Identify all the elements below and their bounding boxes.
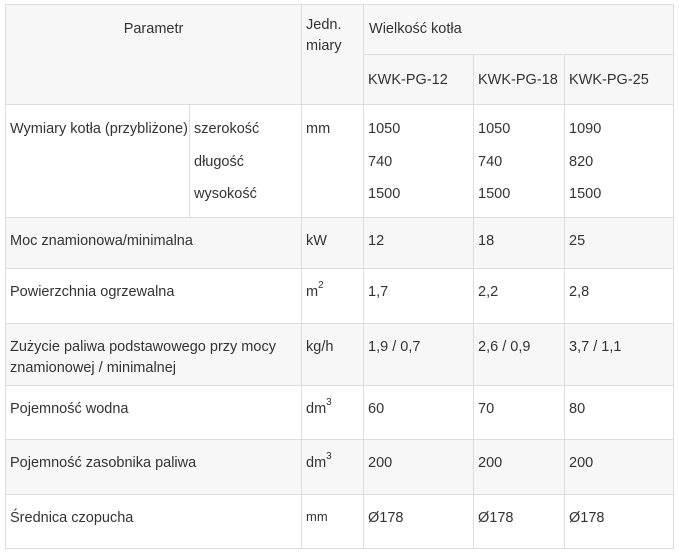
cell-value: 1500 — [569, 186, 602, 202]
cell-value: 200 — [474, 439, 565, 494]
cell-value: 1090 — [569, 121, 602, 137]
cell-value: 740 — [368, 153, 393, 170]
cell-value: Ø178 — [364, 494, 474, 548]
unit-exponent: 3 — [326, 396, 332, 408]
cell-value: 2,6 / 0,9 — [474, 323, 565, 385]
row-label: Pojemność zasobnika paliwa — [6, 439, 302, 494]
cell-value: 820 — [569, 153, 594, 170]
cell-value: 2,2 — [474, 268, 565, 323]
cell-value: 1500 — [478, 186, 511, 202]
row-unit: mm — [302, 105, 364, 218]
cell-value: 80 — [565, 385, 674, 439]
row-label: Moc znamionowa/minimalna — [6, 217, 302, 268]
cell-value: 1050 — [478, 121, 511, 137]
row-unit — [302, 439, 364, 494]
dimension-values-18 — [474, 105, 565, 218]
row-label: Średnica czopucha — [6, 494, 302, 548]
cell-value: 200 — [364, 439, 474, 494]
unit-exponent: 2 — [318, 279, 324, 291]
row-heating-area — [6, 268, 674, 323]
header-model-12: KWK-PG-12 — [364, 55, 474, 105]
row-water-capacity — [6, 385, 674, 439]
row-power — [6, 217, 674, 268]
dimension-values-25 — [565, 105, 674, 218]
cell-value: 3,7 / 1,1 — [565, 323, 674, 385]
header-parameter: Parametr — [6, 5, 302, 105]
unit-exponent: 3 — [326, 450, 332, 462]
row-fuel-consumption — [6, 323, 674, 385]
header-unit: Jedn. miary — [302, 5, 364, 105]
row-label: Wymiary kotła (przybliżone) — [6, 105, 190, 218]
header-boiler-size: Wielkość kotła — [364, 5, 674, 55]
cell-value: 70 — [474, 385, 565, 439]
cell-value: 18 — [474, 217, 565, 268]
cell-value: 1,7 — [364, 268, 474, 323]
boiler-specs-table — [5, 4, 674, 549]
header-model-25: KWK-PG-25 — [565, 55, 674, 105]
cell-value: 12 — [364, 217, 474, 268]
cell-value: 25 — [565, 217, 674, 268]
row-label: Pojemność wodna — [6, 385, 302, 439]
dimension-height-label: wysokość — [194, 186, 257, 202]
row-label: Powierzchnia ogrzewalna — [6, 268, 302, 323]
row-hopper-capacity — [6, 439, 674, 494]
cell-value: 740 — [478, 153, 503, 170]
dimension-values-12 — [364, 105, 474, 218]
dimension-length-label: długość — [194, 153, 244, 170]
row-unit — [302, 385, 364, 439]
row-dimensions — [6, 105, 674, 218]
cell-value: 1500 — [368, 186, 401, 202]
row-unit — [302, 268, 364, 323]
unit-base: m — [306, 283, 319, 300]
dimension-width-label: szerokość — [194, 121, 260, 137]
row-flue-diameter — [6, 494, 674, 548]
cell-value: Ø178 — [474, 494, 565, 548]
row-unit: kg/h — [302, 323, 364, 385]
row-unit: kW — [302, 217, 364, 268]
dimension-names — [190, 105, 302, 218]
cell-value: 2,8 — [565, 268, 674, 323]
cell-value: 60 — [364, 385, 474, 439]
unit-base: dm — [306, 400, 327, 417]
row-label: Zużycie paliwa podstawowego przy mocy znamionowej / minimalnej — [6, 323, 302, 385]
cell-value: 200 — [565, 439, 674, 494]
cell-value: 1050 — [368, 121, 401, 137]
cell-value: Ø178 — [565, 494, 674, 548]
unit-base: dm — [306, 454, 327, 471]
header-row-1 — [6, 5, 674, 55]
header-model-18: KWK-PG-18 — [474, 55, 565, 105]
cell-value: 1,9 / 0,7 — [364, 323, 474, 385]
row-unit: mm — [302, 494, 364, 548]
